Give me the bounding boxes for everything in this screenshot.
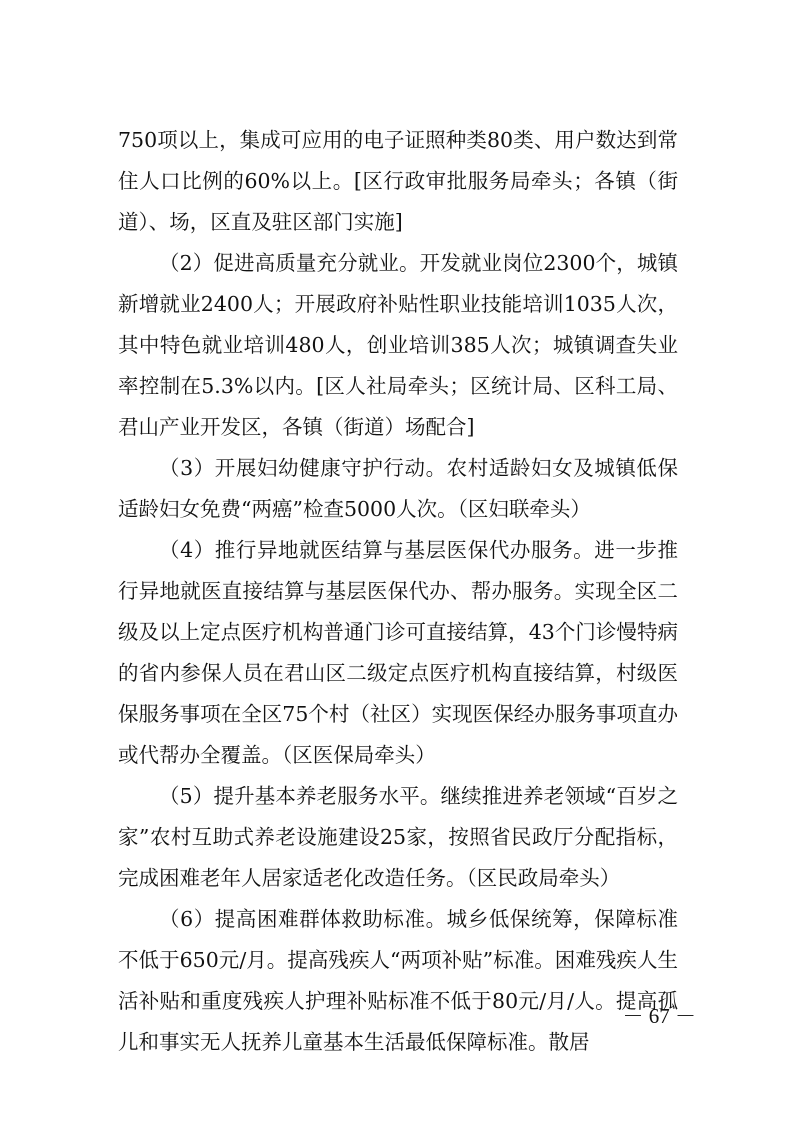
page-number: － 67 －: [622, 1004, 696, 1028]
paragraph-women-health: （3）开展妇幼健康守护行动。农村适龄妇女及城镇低保适龄妇女免费“两癌”检查5000人次。（区妇联牵头）: [118, 456, 678, 521]
paragraph-assistance: （6）提高困难群体救助标准。城乡低保统筹，保障标准不低于650元/月。提高残疾人“两项补贴”标准。困难残疾人生活补贴和重度残疾人护理补贴标准不低于80元/月/人。提高孤儿和事实无人抚养儿童基本生活最低保障标准。散居: [118, 907, 678, 1054]
body-text: [118, 120, 678, 1063]
paragraph-medical-insurance: （4）推行异地就医结算与基层医保代办服务。进一步推行异地就医直接结算与基层医保代办、帮办服务。实现全区二级及以上定点医疗机构普通门诊可直接结算，43个门诊慢特病的省内参保人员在君山区二级定点医疗机构直接结算，村级医保服务事项在全区75个村（社区）实现医保经办服务事项直办或代帮办全覆盖。（区医保局牵头）: [118, 538, 678, 767]
paragraph-employment: （2）促进高质量充分就业。开发就业岗位2300个，城镇新增就业2400人；开展政府补贴性职业技能培训1035人次，其中特色就业培训480人，创业培训385人次；城镇调查失业率控制在5.3%以内。[区人社局牵头；区统计局、区科工局、君山产业开发区，各镇（街道）场配合]: [118, 251, 678, 439]
paragraph-elderly-care: （5）提升基本养老服务水平。继续推进养老领域“百岁之家”农村互助式养老设施建设25家，按照省民政厅分配指标，完成困难老年人居家适老化改造任务。（区民政局牵头）: [118, 784, 678, 890]
paragraph-continued: 750项以上，集成可应用的电子证照种类80类、用户数达到常住人口比例的60%以上。[区行政审批服务局牵头；各镇（街道）、场，区直及驻区部门实施]: [118, 128, 678, 234]
